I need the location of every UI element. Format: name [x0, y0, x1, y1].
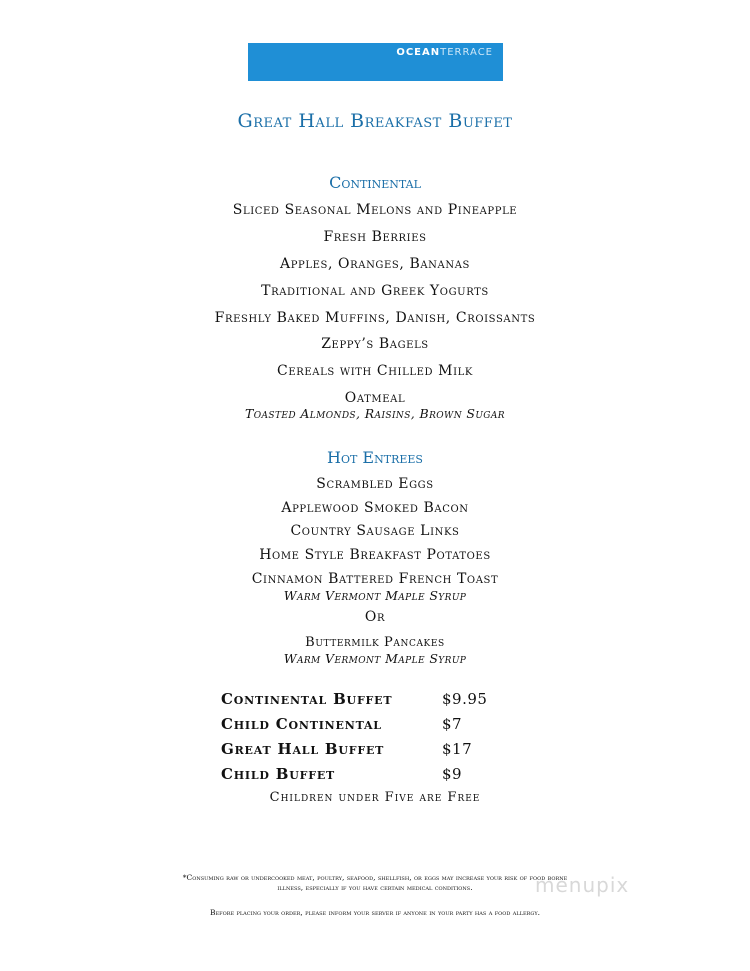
menu-item: Apples, Oranges, Bananas — [280, 256, 470, 272]
menu-item: Buttermilk Pancakes — [305, 635, 445, 650]
menu-item: Traditional and Greek Yogurts — [261, 283, 489, 299]
allergy-note: Before placing your order, please inform your server if anyone in your party has a food allergy. — [209, 908, 541, 917]
menu-item: Freshly Baked Muffins, Danish, Croissants — [214, 310, 536, 326]
price-value: $17 — [442, 740, 473, 758]
section-heading-continental: Continental — [329, 173, 421, 192]
price-value: $9.95 — [442, 690, 488, 708]
menu-item: Cinnamon Battered French Toast — [251, 571, 499, 587]
or-separator: Or — [364, 609, 386, 625]
item-description: Warm Vermont Maple Syrup — [283, 588, 467, 603]
menu-item: Zeppy’s Bagels — [321, 336, 429, 352]
price-row — [221, 715, 541, 735]
logo-light-text: TERRACE — [440, 47, 493, 58]
menu-item: Cereals with Chilled Milk — [277, 363, 473, 379]
menu-item: Sliced Seasonal Melons and Pineapple — [232, 202, 518, 218]
price-row — [221, 740, 541, 760]
menu-item: Home Style Breakfast Potatoes — [259, 547, 491, 563]
price-label: Child Continental — [221, 715, 382, 733]
menu-title: Great Hall Breakfast Buffet — [237, 110, 513, 132]
section-heading-hot-entrees: Hot Entrees — [327, 448, 423, 467]
logo-bold-text: OCEAN — [396, 47, 441, 58]
price-row — [221, 690, 541, 710]
menu-item: Country Sausage Links — [290, 523, 460, 539]
children-free-note: Children under Five are Free — [269, 790, 481, 805]
consumer-warning: *Consuming raw or undercooked meat, poultry, seafood, shellfish, or eggs may increase your risk of food borne illness, especially if you have certain medical conditions. — [182, 873, 568, 892]
menu-item: Oatmeal — [344, 390, 406, 406]
brand-logo — [396, 47, 493, 58]
item-description: Toasted Almonds, Raisins, Brown Sugar — [245, 406, 505, 421]
watermark: menupix — [535, 873, 630, 897]
menu-item: Applewood Smoked Bacon — [281, 500, 469, 516]
brand-banner — [248, 43, 503, 81]
price-label: Continental Buffet — [221, 690, 393, 708]
price-value: $9 — [442, 765, 463, 783]
price-label: Child Buffet — [221, 765, 336, 783]
menu-item: Scrambled Eggs — [316, 476, 434, 492]
price-label: Great Hall Buffet — [221, 740, 385, 758]
price-value: $7 — [442, 715, 463, 733]
menu-item: Fresh Berries — [323, 229, 427, 245]
price-row — [221, 765, 541, 785]
item-description: Warm Vermont Maple Syrup — [283, 651, 467, 666]
